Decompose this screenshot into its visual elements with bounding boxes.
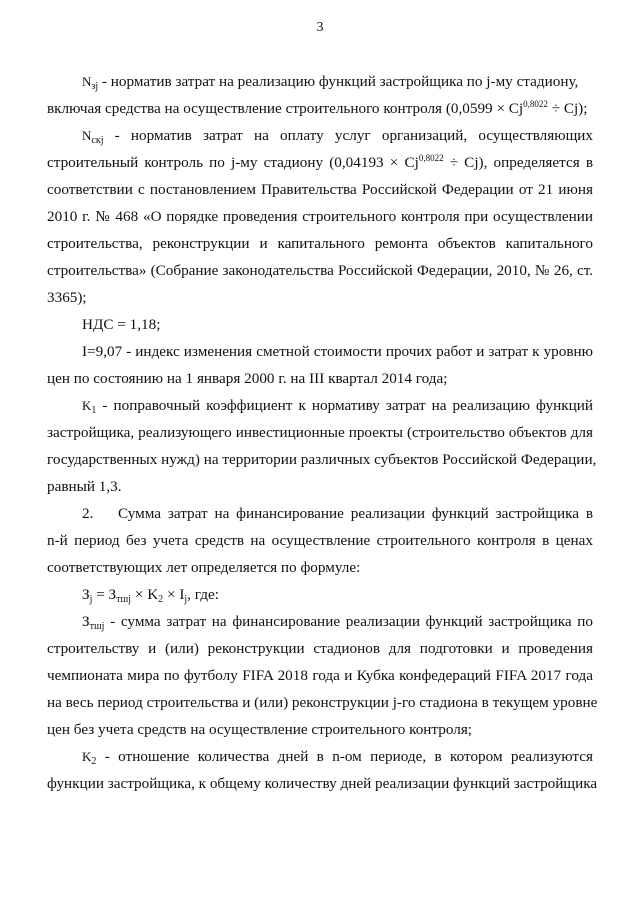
vat-line: НДС = 1,18; (82, 316, 161, 333)
p8-line-1: $K_2$ - отношение количества дней в n-ом периоде, в котором реализуются (82, 748, 593, 767)
p4-line-1: I=9,07 - индекс изменения сметной стоимости прочих работ и затрат к уровню (82, 343, 593, 360)
p4-line-2: цен по состоянию на 1 января 2000 г. на III квартал 2014 года; (47, 370, 448, 387)
p2-line-4: 2010 г. № 468 «О порядке проведения строительного контроля при осуществлении (47, 208, 593, 225)
p1-line-2: включая средства на осуществление строительного контроля $(0,0599 \times Cj^{0,8022} \div Cj)$; (47, 99, 588, 117)
p1-line-1: $N_{зj}$ - норматив затрат на реализацию функций застройщика по j-му стадиону, (82, 73, 579, 92)
p6-line-1: Сумма затрат на финансирование реализации функций застройщика в (118, 505, 593, 522)
p6-line-3: соответствующих лет определяется по формуле: (47, 559, 361, 576)
p7-line-4: на весь период строительства и (или) реконструкции j-го стадиона в текущем уровне (47, 694, 598, 711)
page-number: 3 (316, 20, 324, 35)
p2-line-1: $N_{скj}$ - норматив затрат на оплату услуг организаций, осуществляющих (82, 127, 593, 146)
p6-line-2: n-й период без учета средств на осуществление строительного контроля в ценах (47, 532, 593, 549)
p6-number: 2. (82, 505, 94, 522)
p2-line-2: строительный контроль по j-му стадиону $(0,04193 \times Cj^{0,8022} \div Cj)$, определяется в (47, 153, 594, 171)
p7-line-5: цен без учета средств на осуществление строительного контроля; (47, 721, 473, 738)
p8-line-2: функции застройщика, к общему количеству дней реализации функций застройщика (47, 775, 598, 792)
p2-line-7: 3365); (47, 289, 87, 306)
p5-line-4: равный 1,3. (47, 478, 122, 495)
p7-line-2: строительству и (или) реконструкции стадионов для подготовки и проведения (47, 640, 593, 657)
p2-line-6: строительства» (Собрание законодательства Российской Федерации, 2010, № 26, ст. (47, 262, 593, 279)
p5-line-3: государственных нужд) на территории различных субъектов Российской Федерации, (47, 451, 597, 468)
p7-line-1: $З_{тшj}$ - сумма затрат на финансирование реализации функций застройщика по (82, 613, 593, 632)
p2-line-3: соответствии с постановлением Правительства Российской Федерации от 21 июня (47, 181, 593, 198)
p7-line-3: чемпионата мира по футболу FIFA 2018 года и Кубка конфедераций FIFA 2017 года (47, 667, 593, 684)
p5-line-2: застройщика, реализующего инвестиционные проекты (строительство объектов для (47, 424, 593, 441)
p5-line-1: $K_1$ - поправочный коэффициент к нормативу затрат на реализацию функций (82, 397, 593, 416)
p2-line-5: строительства, реконструкции и капитального ремонта объектов капитального (47, 235, 593, 252)
formula: $З_j = З_{тшj} \times K_2 \times I_j$, где: (82, 586, 219, 605)
